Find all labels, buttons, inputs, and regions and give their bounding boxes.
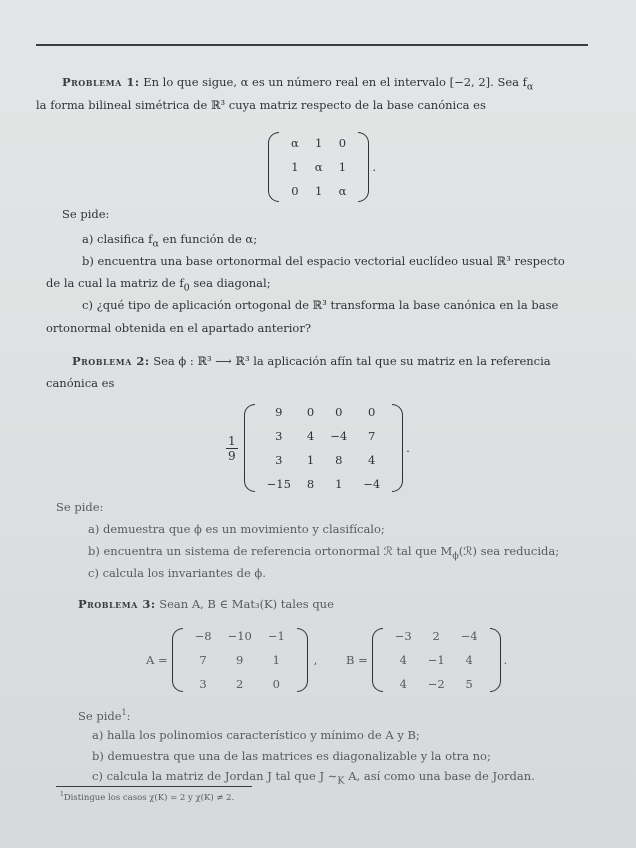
matrix-cell: −4 [363,477,381,491]
matrix-row [259,424,389,448]
matrix-cell: 7 [368,429,376,443]
matrix-cell: 7 [199,653,207,667]
problem1-item-c-line2: ortonormal obtenida en el apartado anterior? [46,321,312,335]
matrix-cell: 0 [306,405,315,419]
top-rule [36,44,588,46]
problem2-line2: canónica es [46,376,115,390]
problem2-se-pide: Se pide: [56,500,104,514]
matrix-cell: 2 [236,677,244,691]
problem2-item-c: c) calcula los invariantes de ϕ. [88,566,266,580]
matrix-cell: −1 [267,629,285,643]
problem3-line1: Problema 3: Sean A, B ∈ Mat₃(K) tales que [78,597,334,611]
problem3-item-b: b) demuestra que una de las matrices es diagonalizable y la otra no; [92,749,491,763]
matrix-cell: 8 [306,477,315,491]
problem1-item-b-line2: de la cual la matriz de $f_0$ sea diagonal; [46,276,271,294]
matrix-row [187,648,293,672]
problem1-line1: Problema 1: En lo que sigue, α es un número real en el intervalo [−2, 2]. Sea $f_\alpha$ [62,75,534,93]
matrix-row [259,448,389,472]
matrix-table [259,400,389,496]
matrix-cell: 1 [306,453,315,467]
footnote-rule [56,786,252,787]
matrix-cell: −4 [330,429,348,443]
matrix-cell: 9 [236,653,244,667]
matrix-cell: −2 [427,677,445,691]
problem1-se-pide: Se pide: [62,207,110,221]
right-paren [297,628,308,692]
problem2-heading: Problema 2: [72,354,150,368]
matrix-cell: 0 [291,184,299,198]
matrix-cell: 1 [335,477,343,491]
left-paren [244,404,255,492]
matrix-cell: α [291,136,299,150]
matrix-cell: 5 [465,677,473,691]
right-paren [490,628,501,692]
matrix-cell: 2 [432,629,440,643]
matrix-row [387,648,486,672]
problem3-se-pide: Se pide$^1$: [78,708,131,723]
left-paren [268,132,279,202]
matrix-table [283,131,354,203]
problem3-heading: Problema 3: [78,597,156,611]
matrix-row [283,131,354,155]
matrix-row [187,672,293,696]
matrix-cell: 8 [335,453,343,467]
problem1-item-c-line1: c) ¿qué tipo de aplicación ortogonal de ℝ³ transforma la base canónica en la base [82,298,559,312]
problem1-item-b-line1: b) encuentra una base ortonormal del espacio vectorial euclídeo usual ℝ³ respecto [82,254,565,268]
problem3-matrix-a: A = −8 −10 −1 7 9 1 3 2 0 , [146,628,317,692]
matrix-cell: 0 [335,405,343,419]
matrix-cell: 4 [306,429,315,443]
footnote: $^1$Distingue los casos χ(K) = 2 y χ(K) ≠ 2. [60,791,235,803]
matrix-cell: 1 [315,136,323,150]
left-paren [372,628,383,692]
left-paren [172,628,183,692]
matrix-cell: 0 [272,677,280,691]
matrix-cell: 4 [465,653,473,667]
matrix-cell: 1 [338,160,347,174]
problem1-heading: Problema 1: [62,75,140,89]
matrix-cell: −1 [427,653,445,667]
problem3-item-c: c) calcula la matriz de Jordan J tal que J $\sim_K$ A, así como una base de Jordan. [92,769,535,787]
matrix-table [187,624,293,696]
problem2-item-a: a) demuestra que ϕ es un movimiento y clasifícalo; [88,522,385,536]
problem3-item-a: a) halla los polinomios característico y mínimo de A y B; [92,728,420,742]
matrix-row [259,400,389,424]
problem1-line2: la forma bilineal simétrica de ℝ³ cuya matriz respecto de la base canónica es [36,98,486,112]
matrix-row [387,624,486,648]
matrix-cell: −10 [227,629,252,643]
fraction: $\frac{1}{9}$ [228,433,236,463]
problem3-matrix-b: B = −3 2 −4 4 −1 4 4 −2 5 . [346,628,507,692]
matrix-row [259,472,389,496]
matrix-row [387,672,486,696]
matrix-cell: 3 [199,677,207,691]
matrix-row [187,624,293,648]
right-paren [392,404,403,492]
matrix-cell: 3 [275,429,283,443]
matrix-cell: −3 [394,629,412,643]
matrix-cell: 1 [272,653,280,667]
matrix-cell: −4 [460,629,478,643]
matrix-cell: −8 [194,629,212,643]
matrix-cell: 1 [315,184,323,198]
matrix-cell: −15 [266,477,291,491]
problem2-item-b: b) encuentra un sistema de referencia ortonormal ℛ tal que $M_\phi(ℛ)$ sea reducida; [88,544,560,562]
problem2-line1: Problema 2: Sea ϕ : ℝ³ ⟶ ℝ³ la aplicación afín tal que su matriz en la referencia [72,354,551,368]
matrix-cell: 4 [368,453,376,467]
matrix-cell: 9 [275,405,283,419]
matrix-row [283,179,354,203]
matrix-cell: 1 [291,160,299,174]
matrix-cell: α [338,184,347,198]
matrix-cell: 4 [399,677,407,691]
problem2-matrix: $\frac{1}{9}$ 9 0 0 0 3 4 −4 7 3 1 8 4 −15 8 1 −4 . [226,404,410,492]
matrix-row [283,155,354,179]
matrix-cell: 0 [338,136,347,150]
problem1-matrix: α 1 0 1 α 1 0 1 α . [268,132,376,202]
matrix-cell: 3 [275,453,283,467]
right-paren [358,132,369,202]
matrix-cell: α [314,160,323,174]
matrix-cell: 0 [368,405,376,419]
matrix-table [387,624,486,696]
problem1-item-a: a) clasifica $f_\alpha$ en función de α; [82,232,258,250]
matrix-cell: 4 [399,653,407,667]
